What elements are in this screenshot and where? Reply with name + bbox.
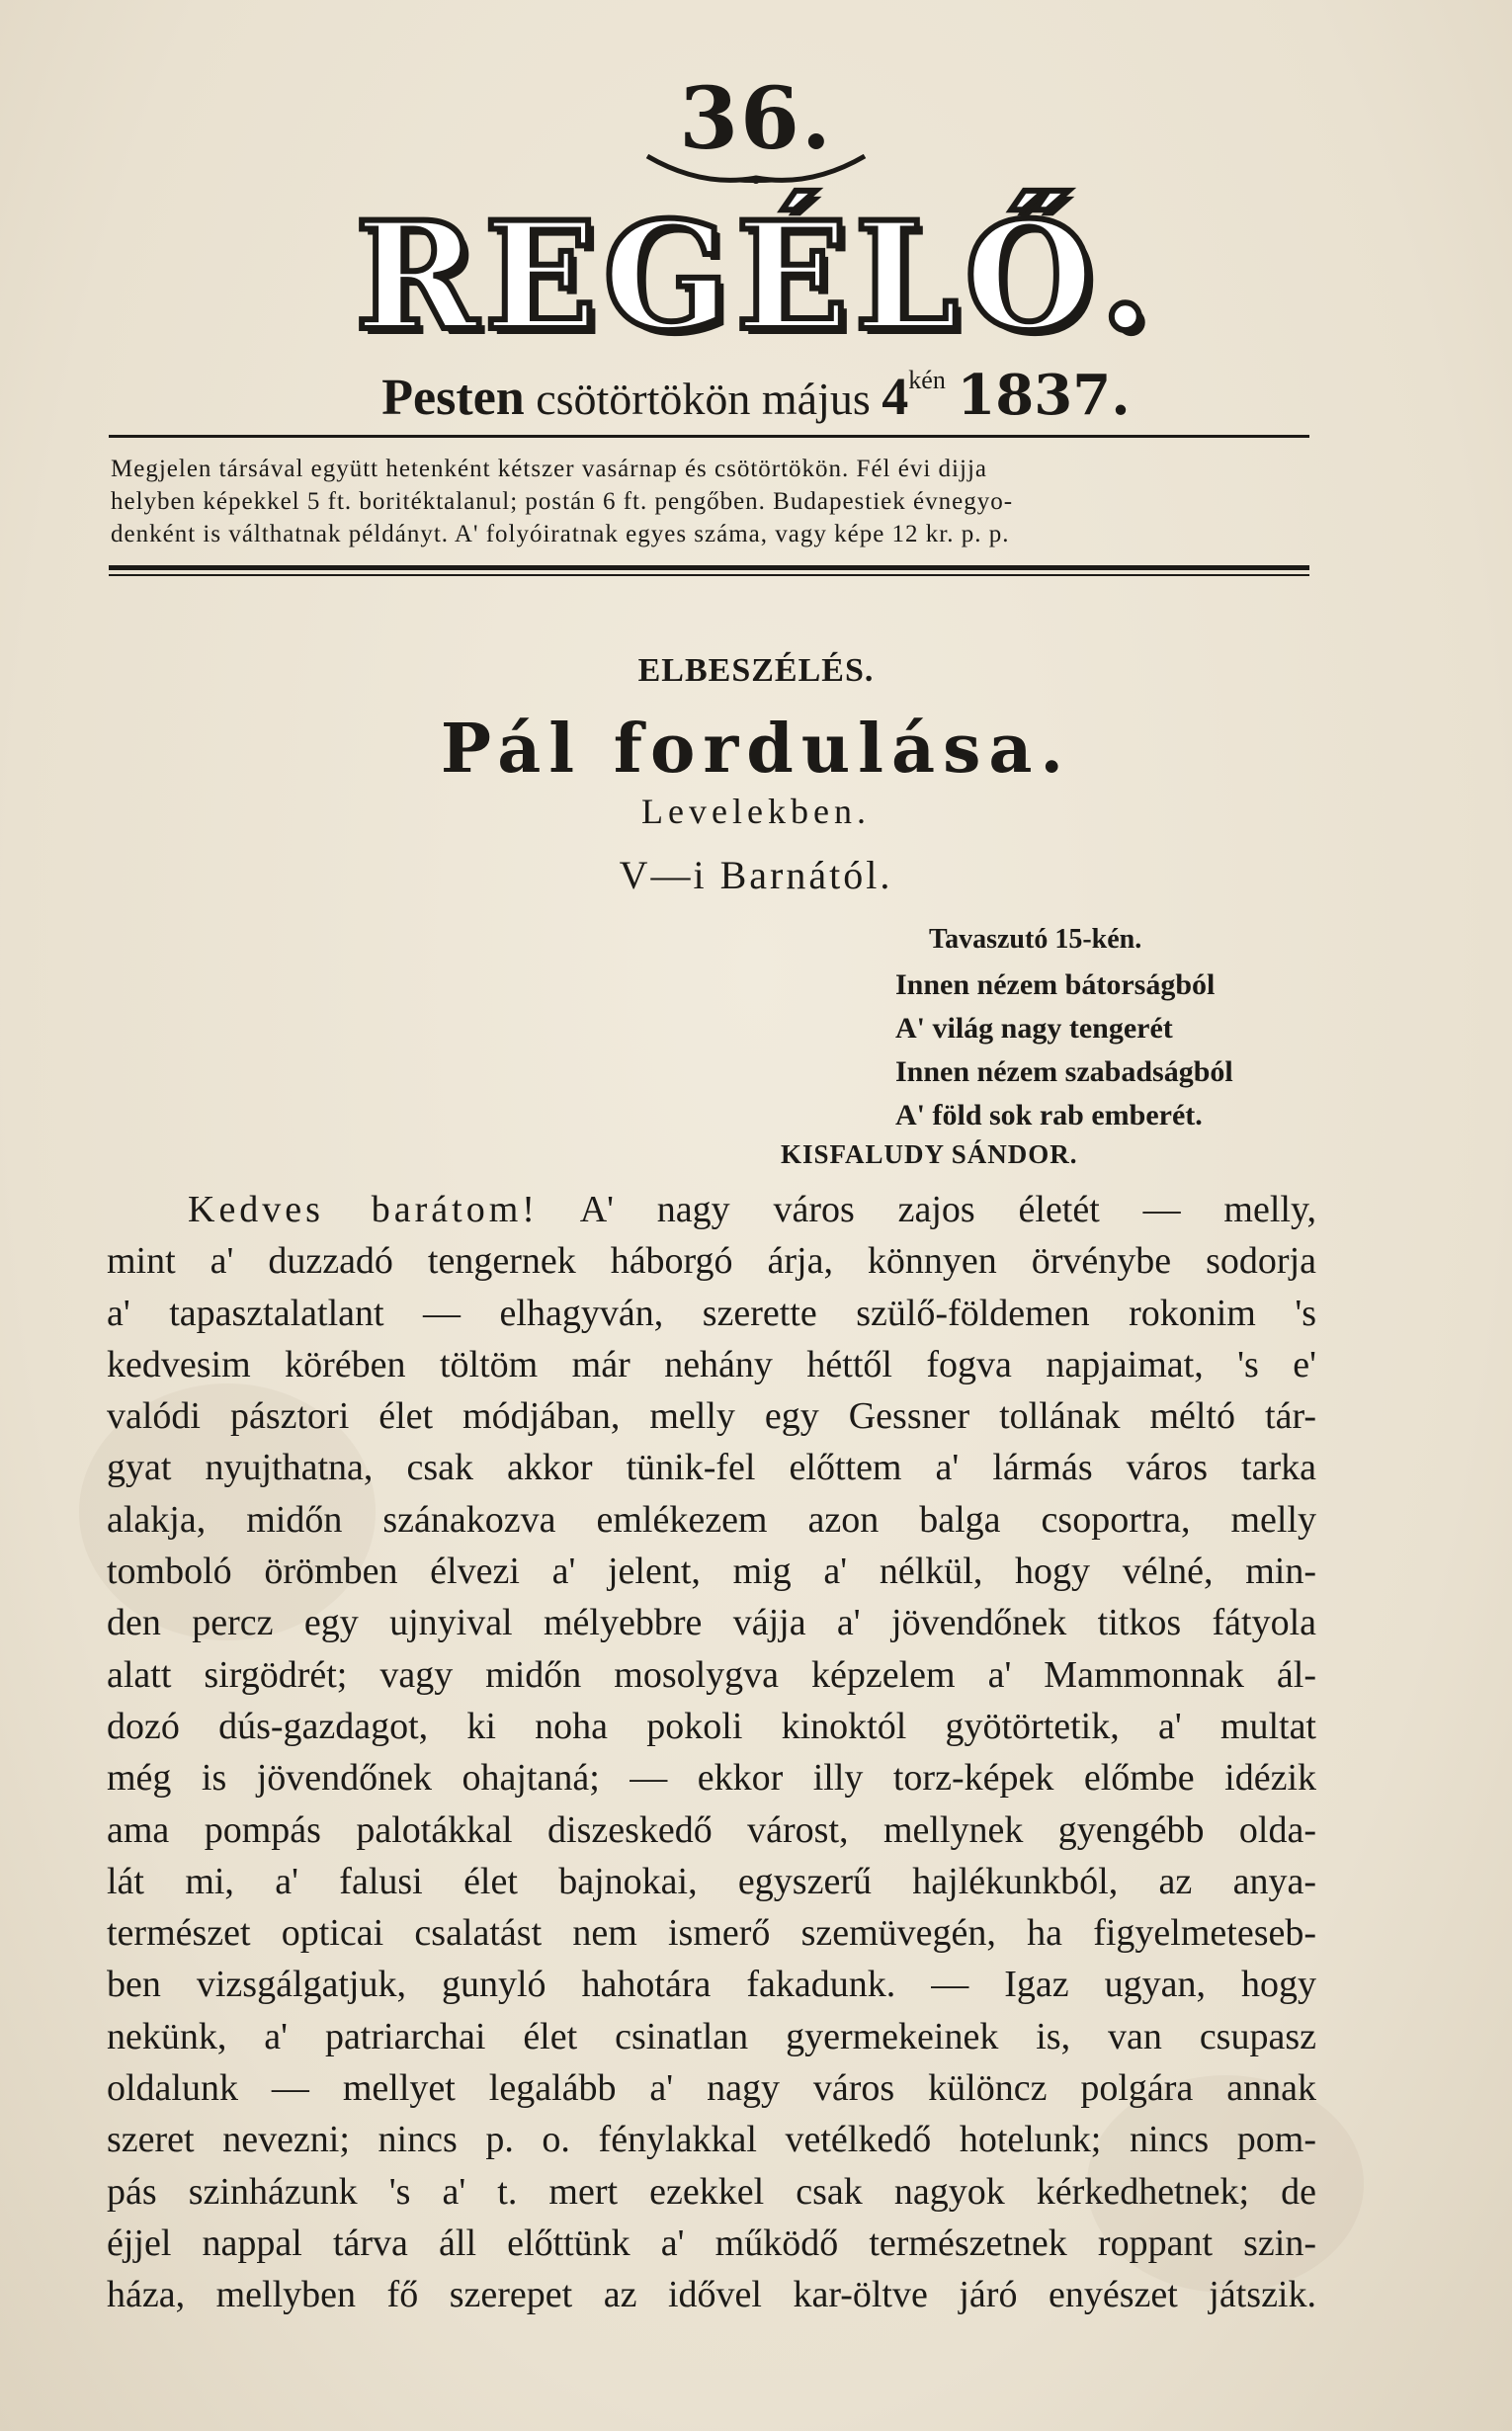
subscription-line: Megjelen társával együtt hetenként kétszer vasárnap és csötörtökön. Fél évi dijja — [111, 456, 987, 482]
motto — [895, 964, 1233, 1137]
article-subtitle: Levelekben. — [641, 792, 871, 831]
motto-line: Innen nézem szabadságból — [895, 1055, 1233, 1088]
motto-author: KISFALUDY SÁNDOR. — [781, 1139, 1078, 1169]
body-line: nekünk, a' patriarchai élet csinatlan gyermekeinek is, van csupasz — [107, 2015, 1316, 2057]
body-line: gyat nyujthatna, csak akkor tünik-fel előttem a' lármás város tarka — [107, 1447, 1316, 1489]
motto-line: A' világ nagy tengerét — [895, 1012, 1173, 1045]
body-line: valódi pásztori élet módjában, melly egy Gessner tollának méltó tár- — [107, 1395, 1316, 1438]
section-rule-thick — [109, 565, 1309, 570]
body-line: pás szinházunk 's a' t. mert ezekkel csak nagyok kérkedhetnek; de — [107, 2170, 1316, 2213]
section-rule-thin — [109, 574, 1309, 576]
motto-line: A' föld sok rab emberét. — [895, 1099, 1203, 1132]
motto-line: Innen nézem bátorságból — [895, 968, 1216, 1001]
article-genre: ELBESZÉLÉS. — [637, 652, 875, 689]
dateline-date-text: csötörtökön május — [536, 374, 871, 424]
flourish-ornament-icon — [642, 148, 870, 188]
dateline-year: 1837. — [957, 363, 1131, 428]
body-line — [107, 1184, 1316, 1235]
body-line: mint a' duzzadó tengernek háborgó árja, könnyen örvénybe sodorja — [107, 1240, 1316, 1283]
article-author-line: V—i Barnától. — [619, 853, 893, 897]
body-line: dozó dús-gazdagot, ki noha pokoli kinoktól gyötörtetik, a' multat — [107, 1705, 1316, 1747]
dateline-city: Pesten — [381, 370, 525, 426]
body-line: éjjel nappal tárva áll előttünk a' működő természetnek roppant szin- — [107, 2221, 1316, 2264]
body-line: szeret nevezni; nincs p. o. fénylakkal vetélkedő hotelunk; nincs pom- — [107, 2119, 1316, 2161]
body-line: oldalunk — mellyet legalább a' nagy város különcz polgára annak — [107, 2067, 1316, 2110]
dateline-day-suffix: kén — [908, 366, 946, 394]
subscription-info — [111, 453, 1311, 550]
article-title: Pál fordulása. — [440, 710, 1072, 789]
body-first-rest: A' nagy város zajos életét — melly, — [579, 1189, 1317, 1230]
body-line: a' tapasztalatlant — elhagyván, szerette szülő-földemen rokonim 's — [107, 1292, 1316, 1334]
issue-number: 36. — [679, 69, 833, 169]
body-line: den percz egy ujnyival mélyebbre vájja a' jövendőnek titkos fátyola — [107, 1602, 1316, 1644]
salutation: Kedves barátom! — [188, 1189, 539, 1230]
body-line: alatt sirgödrét; vagy midőn mosolygva képzelem a' Mammonnak ál- — [107, 1653, 1316, 1696]
body-line: ama pompás palotákkal diszeskedő várost, mellynek gyengébb olda- — [107, 1808, 1316, 1851]
body-line: ben vizsgálgatjuk, gunyló hahotára fakadunk. — Igaz ugyan, hogy — [107, 1964, 1316, 2006]
body-line: természet opticai csalatást nem ismerő szemüvegén, ha figyelmeteseb- — [107, 1912, 1316, 1955]
letter-date: Tavaszutó 15-kén. — [929, 924, 1142, 955]
body-line: tomboló örömben élvezi a' jelent, mig a' nélkül, hogy vélné, min- — [107, 1551, 1316, 1593]
dateline-day: 4 — [882, 367, 909, 426]
body-line: még is jövendőnek ohajtaná; — ekkor illy torz-képek előmbe idézik — [107, 1757, 1316, 1800]
body-line: lát mi, a' falusi élet bajnokai, egyszerű hajlékunkból, az anya- — [107, 1860, 1316, 1902]
masthead-title: REGÉLŐ. — [355, 190, 1157, 364]
body-line: kedvesim körében töltöm már nehány héttől fogva napjaimat, 's e' — [107, 1343, 1316, 1385]
body-line: háza, mellyben fő szerepet az idővel kar-öltve járó enyészet játszik. — [107, 2274, 1316, 2316]
body-line: alakja, midőn szánakozva emlékezem azon balga csoportra, melly — [107, 1498, 1316, 1541]
article-body — [107, 1184, 1316, 2321]
subscription-line: denként is válthatnak példányt. A' folyóiratnak egyes száma, vagy képe 12 kr. p. p. — [111, 521, 1010, 547]
subscription-line: helyben képekkel 5 ft. boritéktalanul; postán 6 ft. pengőben. Budapestiek évnegyo- — [111, 488, 1014, 515]
dateline — [0, 351, 1512, 429]
header-rule — [109, 435, 1309, 438]
